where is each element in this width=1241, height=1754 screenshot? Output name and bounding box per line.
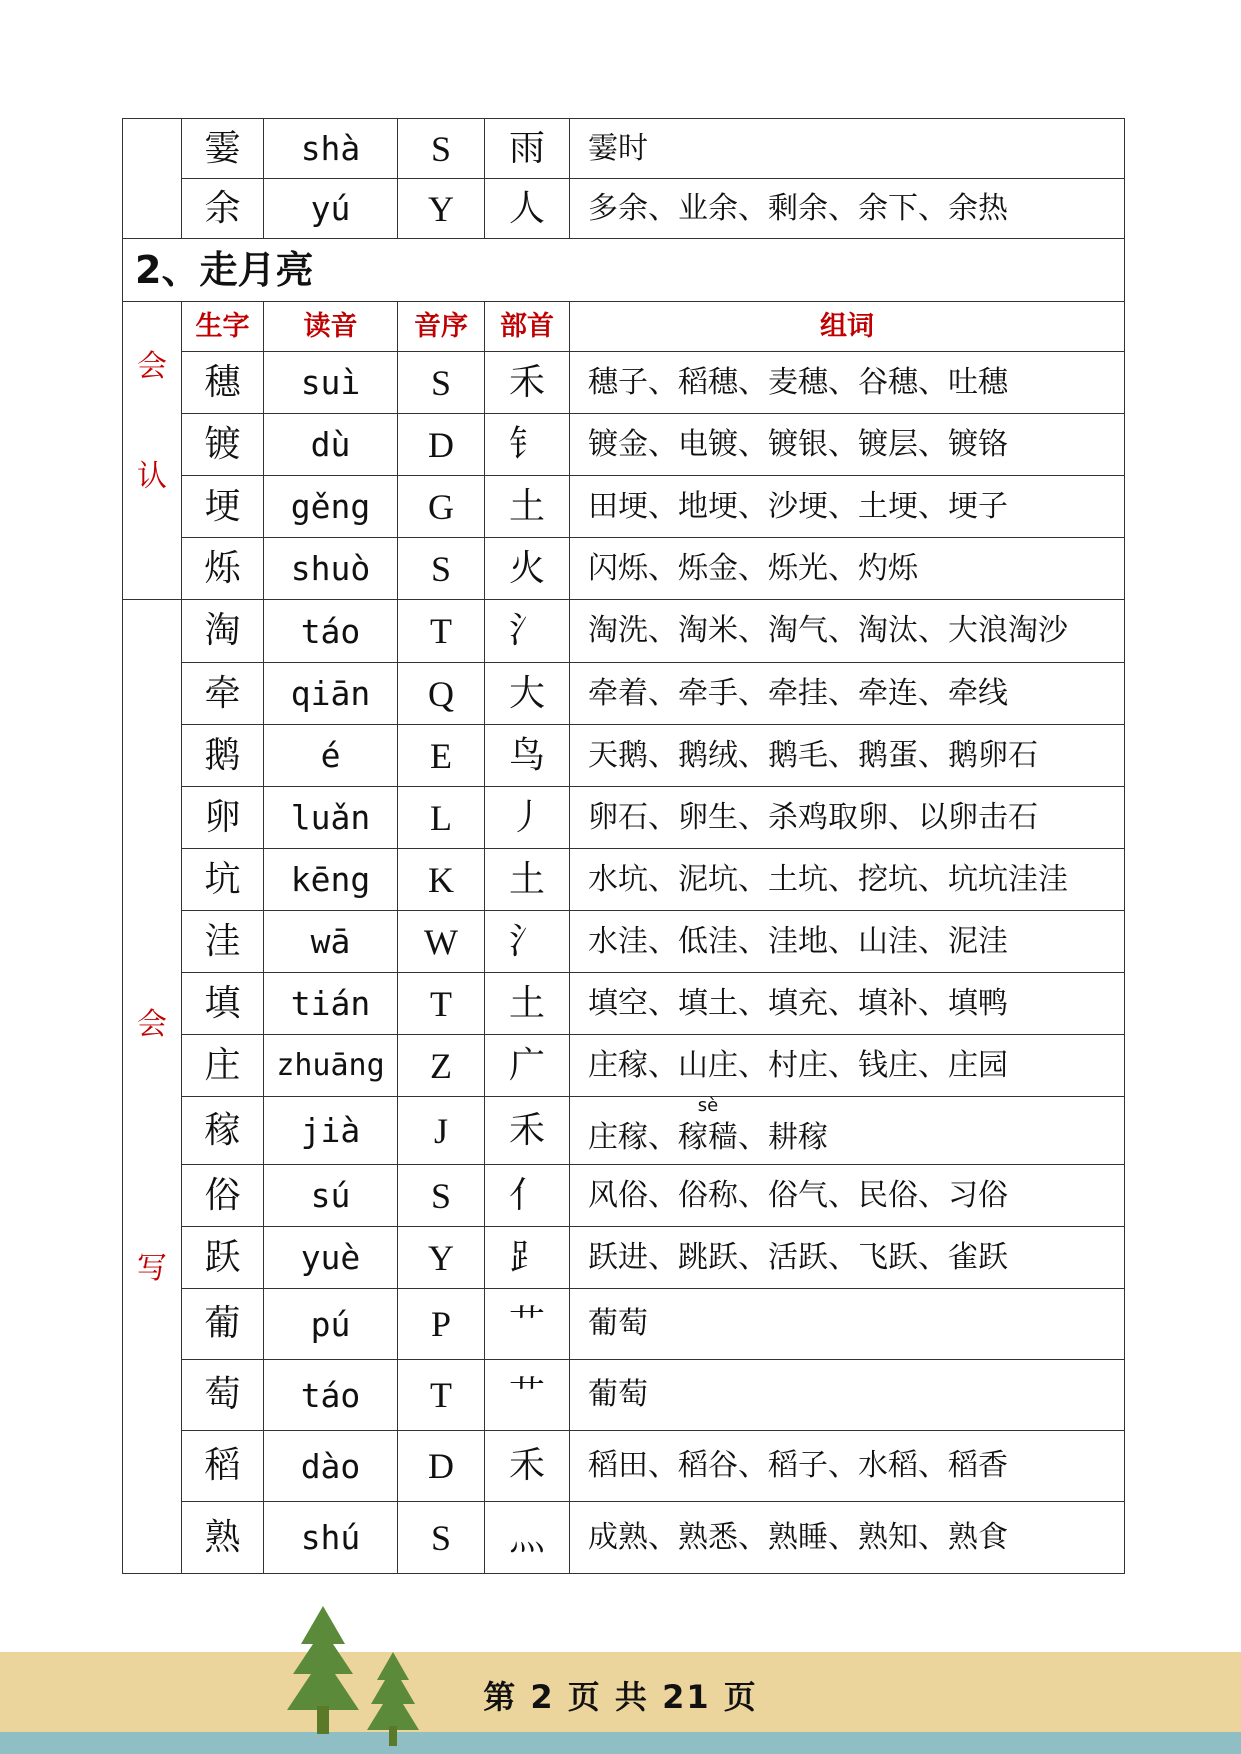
ruby-pinyin: sè <box>697 1094 719 1116</box>
radical-cell: 火 <box>485 538 570 600</box>
char-cell: 鹅 <box>182 725 264 787</box>
category-recognize <box>123 302 182 600</box>
table-row <box>123 725 1125 787</box>
order-cell: S <box>398 1165 485 1227</box>
pinyin-cell: shú <box>264 1502 398 1574</box>
words-part: 、耕稼 <box>738 1119 828 1155</box>
table-row <box>123 973 1125 1035</box>
words-part: 庄稼、 <box>588 1119 678 1155</box>
table-row <box>123 538 1125 600</box>
table-row <box>123 1097 1125 1165</box>
table-row <box>123 1289 1125 1360</box>
char-cell: 牵 <box>182 663 264 725</box>
radical-cell: 人 <box>485 179 570 239</box>
pinyin-cell: dù <box>264 414 398 476</box>
radical-cell: 灬 <box>485 1502 570 1574</box>
order-cell: Y <box>398 1227 485 1289</box>
pinyin-cell: tián <box>264 973 398 1035</box>
category-label-char: 认 <box>137 459 167 494</box>
radical-cell: 土 <box>485 849 570 911</box>
words-cell: 闪烁、烁金、烁光、灼烁 <box>570 538 1125 600</box>
radical-cell: 土 <box>485 973 570 1035</box>
pinyin-cell: wā <box>264 911 398 973</box>
char-cell: 镀 <box>182 414 264 476</box>
category-label-char: 会 <box>137 1007 167 1042</box>
char-cell: 余 <box>182 179 264 239</box>
char-cell: 稻 <box>182 1431 264 1502</box>
footer-water-strip <box>0 1732 1241 1754</box>
order-cell: K <box>398 849 485 911</box>
order-cell: S <box>398 538 485 600</box>
words-cell: 风俗、俗称、俗气、民俗、习俗 <box>570 1165 1125 1227</box>
char-cell: 萄 <box>182 1360 264 1431</box>
char-cell: 填 <box>182 973 264 1035</box>
order-cell: Z <box>398 1035 485 1097</box>
header-char: 生字 <box>182 302 264 352</box>
category-write <box>123 600 182 1574</box>
words-cell: 葡萄 <box>570 1289 1125 1360</box>
char-cell: 俗 <box>182 1165 264 1227</box>
table-row <box>123 1035 1125 1097</box>
order-cell: P <box>398 1289 485 1360</box>
order-cell: T <box>398 973 485 1035</box>
pinyin-cell: pú <box>264 1289 398 1360</box>
words-cell: 淘洗、淘米、淘气、淘汰、大浪淘沙 <box>570 600 1125 663</box>
words-cell: 多余、业余、剩余、余下、余热 <box>570 179 1125 239</box>
pinyin-cell: suì <box>264 352 398 414</box>
pinyin-cell: yuè <box>264 1227 398 1289</box>
pinyin-cell: é <box>264 725 398 787</box>
pinyin-cell: dào <box>264 1431 398 1502</box>
order-cell: J <box>398 1097 485 1165</box>
radical-cell: 鸟 <box>485 725 570 787</box>
table-row <box>123 1227 1125 1289</box>
table-row <box>123 179 1125 239</box>
pinyin-cell: shuò <box>264 538 398 600</box>
order-cell: T <box>398 600 485 663</box>
pinyin-cell: shà <box>264 119 398 179</box>
category-label-char: 会 <box>137 349 167 384</box>
radical-cell: 禾 <box>485 1431 570 1502</box>
header-words: 组词 <box>570 302 1125 352</box>
radical-cell: 氵 <box>485 911 570 973</box>
words-cell: 田埂、地埂、沙埂、土埂、埂子 <box>570 476 1125 538</box>
words-cell: 卵石、卵生、杀鸡取卵、以卵击石 <box>570 787 1125 849</box>
pinyin-cell: kēng <box>264 849 398 911</box>
section-title: 2、走月亮 <box>123 239 1125 302</box>
category-label-char: 写 <box>137 1251 167 1286</box>
char-cell: 霎 <box>182 119 264 179</box>
pinyin-cell: gěng <box>264 476 398 538</box>
order-cell: S <box>398 1502 485 1574</box>
radical-cell: 禾 <box>485 1097 570 1165</box>
order-cell: W <box>398 911 485 973</box>
radical-cell: 亻 <box>485 1165 570 1227</box>
words-cell: 水洼、低洼、洼地、山洼、泥洼 <box>570 911 1125 973</box>
radical-cell: 广 <box>485 1035 570 1097</box>
char-cell: 葡 <box>182 1289 264 1360</box>
words-cell: 镀金、电镀、镀银、镀层、镀铬 <box>570 414 1125 476</box>
header-pinyin: 读音 <box>264 302 398 352</box>
table-row <box>123 119 1125 179</box>
order-cell: D <box>398 1431 485 1502</box>
words-cell: 成熟、熟悉、熟睡、熟知、熟食 <box>570 1502 1125 1574</box>
char-cell: 跃 <box>182 1227 264 1289</box>
radical-cell: 氵 <box>485 600 570 663</box>
table-row <box>123 787 1125 849</box>
radical-cell: 丿 <box>485 787 570 849</box>
pinyin-cell: yú <box>264 179 398 239</box>
header-radical: 部首 <box>485 302 570 352</box>
pinyin-cell: zhuāng <box>264 1035 398 1097</box>
radical-cell: 艹 <box>485 1360 570 1431</box>
char-cell: 穗 <box>182 352 264 414</box>
words-cell: 稻田、稻谷、稻子、水稻、稻香 <box>570 1431 1125 1502</box>
table-row <box>123 1165 1125 1227</box>
table-row <box>123 849 1125 911</box>
words-part: 稼穑 <box>678 1119 738 1155</box>
table-row <box>123 352 1125 414</box>
words-cell: 庄稼、山庄、村庄、钱庄、庄园 <box>570 1035 1125 1097</box>
section-row <box>123 239 1125 302</box>
table-row <box>123 476 1125 538</box>
radical-cell: 艹 <box>485 1289 570 1360</box>
page-number: 第 2 页 共 21 页 <box>483 1678 758 1716</box>
char-cell: 埂 <box>182 476 264 538</box>
table-row <box>123 414 1125 476</box>
radical-cell: 大 <box>485 663 570 725</box>
order-cell: Y <box>398 179 485 239</box>
pinyin-cell: qiān <box>264 663 398 725</box>
words-cell: 霎时 <box>570 119 1125 179</box>
radical-cell: ⻊ <box>485 1227 570 1289</box>
pinyin-cell: táo <box>264 600 398 663</box>
table-row <box>123 1360 1125 1431</box>
char-cell: 庄 <box>182 1035 264 1097</box>
radical-cell: 钅 <box>485 414 570 476</box>
pinyin-cell: luǎn <box>264 787 398 849</box>
char-cell: 卵 <box>182 787 264 849</box>
table-row <box>123 600 1125 663</box>
char-cell: 淘 <box>182 600 264 663</box>
order-cell: L <box>398 787 485 849</box>
order-cell: S <box>398 352 485 414</box>
header-order: 音序 <box>398 302 485 352</box>
pinyin-cell: sú <box>264 1165 398 1227</box>
words-cell: 跃进、跳跃、活跃、飞跃、雀跃 <box>570 1227 1125 1289</box>
order-cell: T <box>398 1360 485 1431</box>
radical-cell: 雨 <box>485 119 570 179</box>
words-cell: 穗子、稻穗、麦穗、谷穗、吐穗 <box>570 352 1125 414</box>
words-cell: 牵着、牵手、牵挂、牵连、牵线 <box>570 663 1125 725</box>
vocabulary-table <box>122 118 1125 1574</box>
pinyin-cell: táo <box>264 1360 398 1431</box>
annotated-word <box>678 1094 738 1155</box>
words-cell: 水坑、泥坑、土坑、挖坑、坑坑洼洼 <box>570 849 1125 911</box>
char-cell: 熟 <box>182 1502 264 1574</box>
char-cell: 烁 <box>182 538 264 600</box>
pinyin-cell: jià <box>264 1097 398 1165</box>
words-cell: 天鹅、鹅绒、鹅毛、鹅蛋、鹅卵石 <box>570 725 1125 787</box>
radical-cell: 土 <box>485 476 570 538</box>
table-row <box>123 1502 1125 1574</box>
char-cell: 坑 <box>182 849 264 911</box>
char-cell: 稼 <box>182 1097 264 1165</box>
words-cell <box>570 1094 1125 1165</box>
words-cell: 葡萄 <box>570 1360 1125 1431</box>
order-cell: Q <box>398 663 485 725</box>
table-row <box>123 911 1125 973</box>
radical-cell: 禾 <box>485 352 570 414</box>
order-cell: D <box>398 414 485 476</box>
order-cell: E <box>398 725 485 787</box>
words-cell: 填空、填土、填充、填补、填鸭 <box>570 973 1125 1035</box>
category-cell-empty <box>123 119 182 239</box>
char-cell: 洼 <box>182 911 264 973</box>
order-cell: S <box>398 119 485 179</box>
order-cell: G <box>398 476 485 538</box>
header-row <box>123 302 1125 352</box>
table-row <box>123 1431 1125 1502</box>
table-row <box>123 663 1125 725</box>
